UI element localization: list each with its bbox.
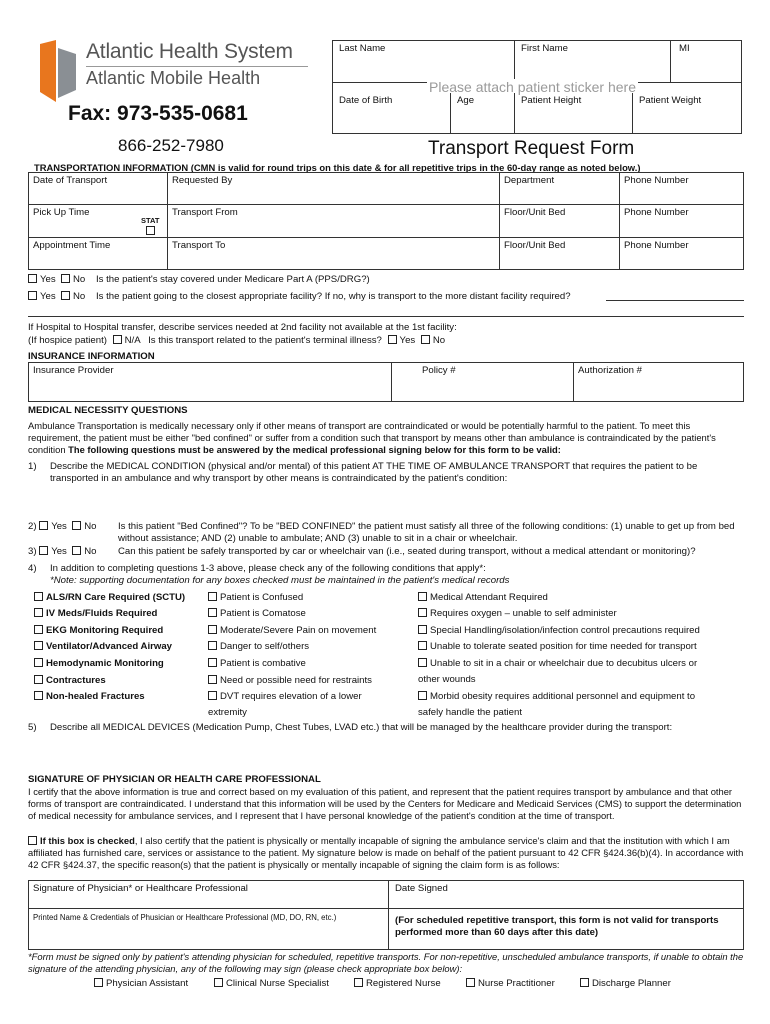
insurance-row: [28, 362, 744, 402]
q1-answer-area[interactable]: [50, 488, 744, 518]
medicare-question-text: Is the patient's stay covered under Medicare Part A (PPS/DRG?): [95, 274, 370, 285]
no-label: No: [73, 291, 86, 302]
condition-label: Need or possible need for restraints: [220, 675, 372, 686]
height-label: Patient Height: [521, 95, 582, 106]
condition-checkbox[interactable]: [34, 641, 43, 650]
condition-checkbox[interactable]: [418, 592, 427, 601]
date-of-transport-field[interactable]: [29, 173, 167, 204]
mi-label: MI: [679, 43, 690, 54]
role-label: Discharge Planner: [592, 978, 671, 989]
medicare-no-checkbox[interactable]: [61, 274, 70, 283]
first-name-field[interactable]: [515, 41, 671, 83]
condition-label: DVT requires elevation of a lower: [220, 691, 362, 702]
transport-to-label: Transport To: [172, 240, 226, 251]
appointment-time-field[interactable]: [29, 238, 167, 269]
age-label: Age: [457, 95, 475, 106]
signature-para-2: [28, 835, 744, 871]
condition-checkbox[interactable]: [34, 625, 43, 634]
condition-label: Unable to tolerate seated position for time needed for transport: [430, 641, 697, 652]
condition-checkbox[interactable]: [208, 675, 217, 684]
condition-item[interactable]: [208, 691, 362, 702]
condition-checkbox[interactable]: [418, 625, 427, 634]
condition-label: Non-healed Fractures: [46, 691, 145, 702]
condition-checkbox[interactable]: [34, 608, 43, 617]
age-field[interactable]: [451, 93, 515, 133]
height-field[interactable]: [515, 93, 633, 133]
q3-row: [28, 546, 96, 557]
role-checkbox[interactable]: [214, 978, 223, 987]
q1-number: 1): [28, 461, 37, 472]
terminal-yes-checkbox[interactable]: [388, 335, 397, 344]
condition-label: EKG Monitoring Required: [46, 625, 164, 636]
condition-checkbox[interactable]: [34, 592, 43, 601]
condition-item[interactable]: [208, 625, 376, 636]
dob-field[interactable]: [333, 93, 451, 133]
closest-facility-question: [28, 291, 571, 302]
condition-label: Medical Attendant Required: [430, 592, 548, 603]
floor-bed-field-2[interactable]: [499, 238, 619, 269]
authorization-field[interactable]: [573, 363, 743, 401]
sticker-note: Please attach patient sticker here: [429, 79, 637, 95]
conditions-column-1: [34, 592, 204, 710]
department-field[interactable]: [499, 173, 619, 204]
signature-box: [28, 880, 744, 950]
condition-item: [418, 707, 522, 718]
condition-item[interactable]: [34, 608, 157, 619]
q5-number: 5): [28, 722, 37, 733]
condition-label: Morbid obesity requires additional personnel and equipment to: [430, 691, 696, 702]
transport-from-field[interactable]: [167, 205, 499, 237]
q2-yes-checkbox[interactable]: [39, 521, 48, 530]
hospice-label: (If hospice patient): [28, 335, 107, 346]
q3-text: Can this patient be safely transported by car or wheelchair van (i.e., seated during transport, without a medical attendant or monitoring)?: [118, 546, 696, 557]
no-label: No: [84, 521, 97, 532]
condition-label: IV Meds/Fluids Required: [46, 608, 158, 619]
signature-heading: SIGNATURE OF PHYSICIAN OR HEALTH CARE PROFESSIONAL: [28, 774, 321, 785]
role-checkbox[interactable]: [580, 978, 589, 987]
floor-bed-field-1[interactable]: [499, 205, 619, 237]
weight-label: Patient Weight: [639, 95, 702, 106]
medical-intro: [28, 420, 744, 456]
floor-bed-label: Floor/Unit Bed: [504, 240, 566, 251]
condition-checkbox[interactable]: [418, 608, 427, 617]
condition-checkbox[interactable]: [418, 691, 427, 700]
phone-label: Phone Number: [624, 207, 689, 218]
condition-label: Hemodynamic Monitoring: [46, 658, 164, 669]
transport-row-3: [28, 238, 744, 270]
condition-item[interactable]: [418, 608, 617, 619]
condition-item[interactable]: [208, 675, 372, 686]
role-label: Physician Assistant: [106, 978, 189, 989]
q3-number: 3): [28, 546, 37, 557]
insurance-provider-label: Insurance Provider: [33, 365, 114, 376]
signature-para-1: I certify that the above information is true and correct based on my evaluation of this patient, and represent that the patient requires transport by ambulance and that other forms of transport are contraindicated. I understand that this information will be used by the Centers for Medicare and Medicaid Services (CMS) to support the determination of medical necessity for ambulance services, and I represent that I have personal knowledge of the patient's condition at the time of transport.: [28, 786, 742, 821]
org-divider: [86, 66, 308, 67]
incapable-text: , I also certify that the patient is physically or mentally incapable of signing the ambulance service's claim and that the institution with which I am affiliated has furnished care, services or assistance to the patient. My signature below is made on behalf of the patient pursuant to 42 CFR §424.36(b)(4). In accordance with 42 CFR §424.37, the specific reason(s) that the patient is physically or mentally incapable of signing the claim form is as follows:: [28, 835, 744, 870]
condition-checkbox[interactable]: [34, 658, 43, 667]
closest-question-text: Is the patient going to the closest appropriate facility? If no, why is transport to the more distant facility required?: [95, 291, 571, 302]
terminal-question-text: Is this transport related to the patient's terminal illness?: [148, 335, 382, 346]
medicare-question: [28, 274, 370, 285]
condition-checkbox[interactable]: [34, 691, 43, 700]
hospital-transfer-text: If Hospital to Hospital transfer, describe services needed at 2nd facility not available at the 1st facility:: [28, 322, 457, 333]
condition-item[interactable]: [34, 691, 145, 702]
condition-item[interactable]: [208, 641, 309, 652]
condition-checkbox[interactable]: [418, 641, 427, 650]
pickup-time-field[interactable]: [29, 205, 167, 237]
weight-field[interactable]: [633, 93, 741, 133]
q4-number: 4): [28, 563, 37, 574]
condition-label: Patient is Confused: [220, 592, 304, 603]
q5-text: Describe all MEDICAL DEVICES (Medication Pump, Chest Tubes, LVAD etc.) that will be managed by the healthcare provider during the transport:: [50, 722, 673, 733]
q4-note: *Note: supporting documentation for any boxes checked must be maintained in the patient's medical records: [50, 575, 510, 586]
transport-from-label: Transport From: [172, 207, 238, 218]
transport-row-2: [28, 205, 744, 238]
role-label: Clinical Nurse Specialist: [226, 978, 329, 989]
medical-heading: MEDICAL NECESSITY QUESTIONS: [28, 405, 188, 416]
signer-roles: [94, 978, 744, 992]
logo: [38, 40, 78, 102]
phone-number: 866-252-7980: [118, 136, 224, 155]
policy-label: Policy #: [422, 365, 456, 376]
condition-label: Patient is combative: [220, 658, 306, 669]
role-label: Registered Nurse: [366, 978, 441, 989]
condition-item[interactable]: [34, 592, 185, 603]
transport-row-1: [28, 172, 744, 205]
condition-label: Danger to self/others: [220, 641, 310, 652]
condition-label: other wounds: [418, 674, 476, 685]
role-nurse-practitioner[interactable]: [466, 978, 555, 989]
condition-label: Moderate/Severe Pain on movement: [220, 625, 377, 636]
medical-intro-text: Ambulance Transportation is medically necessary only if other means of transport are contraindicated or would be potentially harmful to the patient. To meet this requirement, the patient must be either "bed confined" or suffer from a condition such that transport by means other than ambulance is contraindicated by the patient's condition: [28, 420, 716, 455]
condition-checkbox[interactable]: [208, 641, 217, 650]
condition-item[interactable]: [34, 641, 172, 652]
phone-field-1[interactable]: [619, 173, 743, 204]
yes-label: Yes: [40, 291, 56, 302]
q2-text: Is this patient "Bed Confined"? To be "BED CONFINED" the patient must satisfy all three of the following conditions: (1) unable to get up from bed without assistance; AND (2) unable to ambulate; AND (3) unable to sit in a chair or wheelchair.: [118, 521, 735, 544]
closest-yes-checkbox[interactable]: [28, 291, 37, 300]
condition-item[interactable]: [208, 592, 303, 603]
condition-item: [208, 707, 247, 718]
condition-label: Ventilator/Advanced Airway: [46, 641, 173, 652]
condition-label: Unable to sit in a chair or wheelchair due to decubitus ulcers or: [430, 658, 698, 669]
stat-label: STAT: [141, 216, 160, 225]
printed-name-label: Printed Name & Credentials of Phusician or Healthcare Professional (MD, DO, RN, etc.): [33, 913, 337, 922]
yes-label: Yes: [51, 546, 67, 557]
fax-number: Fax: 973-535-0681: [68, 102, 248, 125]
q3-yes-checkbox[interactable]: [39, 546, 48, 555]
mi-field[interactable]: [671, 41, 741, 83]
condition-label: Requires oxygen – unable to self administer: [430, 608, 617, 619]
department-label: Department: [504, 175, 555, 186]
transport-heading-note: (CMN is valid for round trips on this date & for all repetitive trips in the 60-day range as noted below.): [190, 162, 641, 173]
yes-label: Yes: [51, 521, 67, 532]
condition-item[interactable]: [34, 625, 163, 636]
role-registered-nurse[interactable]: [354, 978, 441, 989]
authorization-label: Authorization #: [578, 365, 642, 376]
no-label: No: [73, 274, 86, 285]
closest-answer-line-2[interactable]: [28, 316, 744, 317]
role-discharge-planner[interactable]: [580, 978, 671, 989]
conditions-column-2: [208, 592, 414, 722]
date-signed-field[interactable]: [389, 881, 743, 909]
role-checkbox[interactable]: [354, 978, 363, 987]
dob-label: Date of Birth: [339, 95, 393, 106]
footer-note: *Form must be signed only by patient's attending physician for scheduled, repetitive transports. For non-repetitive, unscheduled ambulance transports, if unable to obtain the signature of the attending physician, any of the following may sign (please check appropriate box below):: [28, 951, 744, 974]
policy-field[interactable]: [391, 363, 573, 401]
condition-item[interactable]: [418, 625, 700, 636]
stat-checkbox[interactable]: [146, 226, 155, 235]
printed-name-field[interactable]: [29, 909, 389, 949]
medicare-yes-checkbox[interactable]: [28, 274, 37, 283]
repetitive-note: (For scheduled repetitive transport, this form is not valid for transports performed more than 60 days after this date): [395, 915, 719, 938]
condition-checkbox[interactable]: [418, 658, 427, 667]
transport-heading-title: TRANSPORTATION INFORMATION: [34, 162, 189, 173]
first-name-label: First Name: [521, 43, 568, 54]
date-signed-label: Date Signed: [395, 883, 448, 894]
condition-item[interactable]: [418, 592, 548, 603]
phone-field-3[interactable]: [619, 238, 743, 269]
condition-item[interactable]: [418, 641, 697, 652]
condition-label: Patient is Comatose: [220, 608, 306, 619]
floor-bed-label: Floor/Unit Bed: [504, 207, 566, 218]
condition-checkbox[interactable]: [208, 691, 217, 700]
transport-to-field[interactable]: [167, 238, 499, 269]
q1-text: Describe the MEDICAL CONDITION (physical and/or mental) of this patient AT THE TIME OF AMBULANCE TRANSPORT that requires the patient to be transported in an ambulance and why transport by other means is contraindicated by the patient's condition:: [50, 461, 698, 484]
condition-item[interactable]: [418, 691, 695, 702]
condition-label: safely handle the patient: [418, 707, 523, 718]
yes-label: Yes: [399, 335, 416, 346]
condition-label: Contractures: [46, 675, 106, 686]
signature-label: Signature of Physician* or Healthcare Professional: [33, 883, 248, 894]
no-label: No: [432, 335, 446, 346]
q2-no-checkbox[interactable]: [72, 521, 81, 530]
org-name: Atlantic Health System: [86, 40, 293, 63]
q3-no-checkbox[interactable]: [72, 546, 81, 555]
closest-no-checkbox[interactable]: [61, 291, 70, 300]
closest-answer-line[interactable]: [606, 300, 744, 301]
role-label: Nurse Practitioner: [478, 978, 555, 989]
patient-info-box: [332, 40, 742, 134]
condition-item[interactable]: [34, 675, 106, 686]
condition-item: [418, 674, 476, 685]
condition-item[interactable]: [208, 658, 306, 669]
terminal-no-checkbox[interactable]: [421, 335, 430, 344]
condition-item[interactable]: [208, 608, 306, 619]
requested-by-label: Requested By: [172, 175, 233, 186]
hospital-transfer-line: [28, 322, 457, 333]
org-sub: Atlantic Mobile Health: [86, 68, 261, 88]
condition-item[interactable]: [418, 658, 697, 669]
condition-label: Special Handling/isolation/infection control precautions required: [430, 625, 700, 636]
insurance-provider-field[interactable]: [29, 363, 391, 401]
condition-checkbox[interactable]: [208, 608, 217, 617]
hospice-line: [28, 335, 445, 346]
q4-text: In addition to completing questions 1-3 above, please check any of the following conditions that apply*:: [50, 563, 486, 574]
yes-label: Yes: [40, 274, 56, 285]
condition-label: extremity: [208, 707, 247, 718]
incapable-bold: If this box is checked: [40, 835, 135, 846]
q5-answer-area[interactable]: [50, 736, 744, 770]
phone-label: Phone Number: [624, 175, 689, 186]
na-label: N/A: [124, 335, 141, 346]
no-label: No: [84, 546, 97, 557]
phone-field-2[interactable]: [619, 205, 743, 237]
condition-checkbox[interactable]: [208, 592, 217, 601]
condition-checkbox[interactable]: [34, 675, 43, 684]
role-physician-assistant[interactable]: [94, 978, 188, 989]
condition-label: ALS/RN Care Required (SCTU): [46, 592, 186, 603]
q2-row: [28, 521, 96, 532]
last-name-field[interactable]: [333, 41, 515, 83]
role-checkbox[interactable]: [94, 978, 103, 987]
requested-by-field[interactable]: [167, 173, 499, 204]
incapable-checkbox[interactable]: [28, 836, 37, 845]
pickup-time-label: Pick Up Time: [33, 207, 90, 218]
medical-intro-bold: The following questions must be answered by the medical professional signing below for this form to be valid:: [68, 444, 561, 455]
role-checkbox[interactable]: [466, 978, 475, 987]
insurance-heading: INSURANCE INFORMATION: [28, 351, 155, 362]
signature-field[interactable]: [29, 881, 389, 909]
role-clinical-nurse-specialist[interactable]: [214, 978, 329, 989]
condition-checkbox[interactable]: [208, 625, 217, 634]
date-of-transport-label: Date of Transport: [33, 175, 108, 186]
last-name-label: Last Name: [339, 43, 386, 54]
form-title: Transport Request Form: [428, 138, 635, 159]
q2-number: 2): [28, 521, 37, 532]
condition-item[interactable]: [34, 658, 164, 669]
phone-label: Phone Number: [624, 240, 689, 251]
conditions-column-3: [418, 592, 748, 722]
condition-checkbox[interactable]: [208, 658, 217, 667]
appointment-time-label: Appointment Time: [33, 240, 111, 251]
hospice-na-checkbox[interactable]: [113, 335, 122, 344]
